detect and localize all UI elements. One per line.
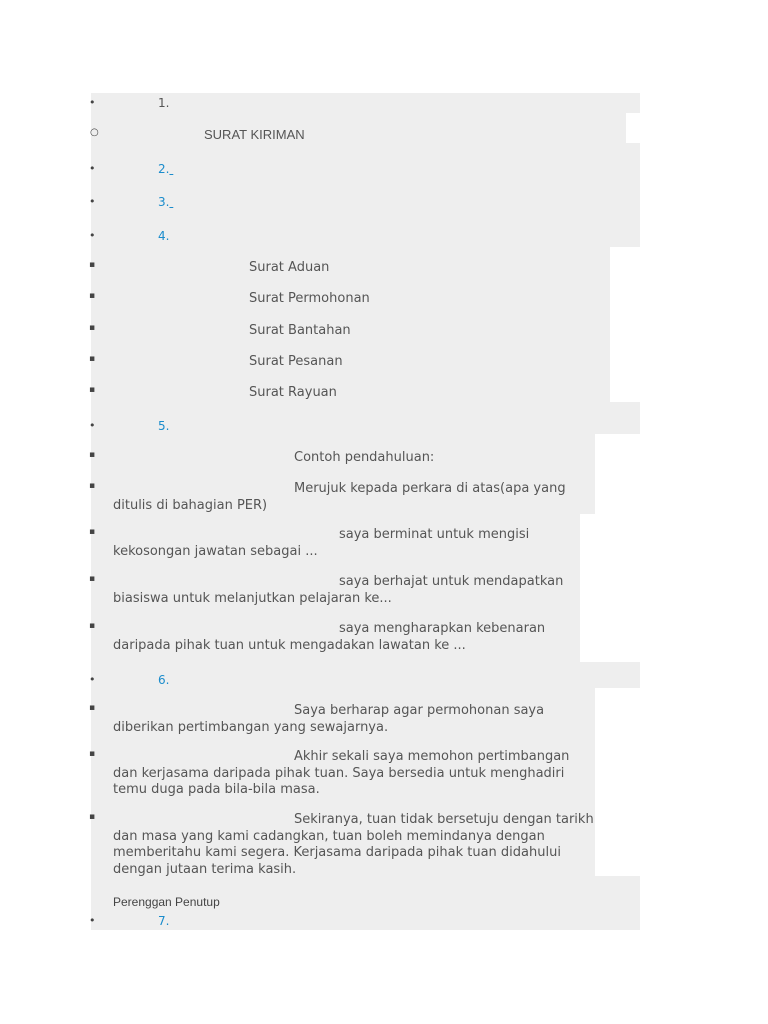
- bullet-square: ▪: [89, 291, 96, 301]
- item-link-3[interactable]: 3.: [158, 195, 170, 209]
- bg-band: [91, 402, 640, 434]
- item-number: 1.: [158, 96, 170, 110]
- bullet-square: ▪: [89, 812, 96, 822]
- paragraph: saya berhajat untuk mendapatkan biasiswa untuk melanjutkan pelajaran ke...: [113, 574, 564, 606]
- bg-band: [91, 113, 626, 143]
- paragraph: Sekiranya, tuan tidak bersetuju dengan tarikh dan masa yang kami cadangkan, tuan boleh memindanya dengan memberitahu kami segera. Kerjasama daripada pihak tuan didahului dengan jutaan terima kasih.: [113, 812, 594, 877]
- bullet-dot: •: [89, 96, 96, 109]
- bg-band: [91, 93, 640, 113]
- bullet-square: ▪: [89, 749, 96, 759]
- item-link-6[interactable]: 6.: [158, 673, 170, 687]
- bullet-dot: •: [89, 195, 96, 208]
- paragraph: saya mengharapkan kebenaran daripada pihak tuan untuk mengadakan lawatan ke ...: [113, 621, 546, 653]
- bullet-square: ▪: [89, 481, 96, 491]
- bullet-square: ▪: [89, 385, 96, 395]
- bullet-dot: •: [89, 162, 96, 175]
- paragraph: Akhir sekali saya memohon pertimbangan dan kerjasama daripada pihak tuan. Saya bersedia untuk menghadiri temu duga pada bila-bila masa.: [113, 749, 570, 797]
- item-link-2[interactable]: 2.: [158, 162, 170, 176]
- bullet-square: ▪: [89, 574, 96, 584]
- bullet-dot: •: [89, 419, 96, 432]
- letter-type: Surat Bantahan: [249, 323, 351, 338]
- letter-type: Surat Permohonan: [249, 291, 370, 306]
- bullet-dot: •: [89, 229, 96, 242]
- letter-type: Surat Rayuan: [249, 385, 337, 400]
- paragraph: saya berminat untuk mengisi kekosongan jawatan sebagai ...: [113, 527, 530, 559]
- intro-label: Contoh pendahuluan:: [294, 450, 435, 465]
- bullet-square: ▪: [89, 621, 96, 631]
- bullet-circle: ○: [90, 127, 99, 138]
- bullet-square: ▪: [89, 450, 96, 460]
- item-link-4[interactable]: 4.: [158, 229, 170, 243]
- section-heading: SURAT KIRIMAN: [204, 127, 305, 142]
- bg-band: [91, 662, 640, 688]
- bullet-square: ▪: [89, 260, 96, 270]
- paragraph: Merujuk kepada perkara di atas(apa yang ditulis di bahagian PER): [113, 481, 566, 513]
- letter-type: Surat Pesanan: [249, 354, 343, 369]
- closing-label: Perenggan Penutup: [113, 895, 220, 909]
- bullet-dot: •: [89, 914, 96, 927]
- bg-band: [91, 143, 640, 247]
- item-link-5[interactable]: 5.: [158, 419, 170, 433]
- bullet-square: ▪: [89, 354, 96, 364]
- bullet-square: ▪: [89, 703, 96, 713]
- paragraph: Saya berharap agar permohonan saya diberikan pertimbangan yang sewajarnya.: [113, 703, 545, 735]
- bullet-dot: •: [89, 673, 96, 686]
- letter-type: Surat Aduan: [249, 260, 330, 275]
- bullet-square: ▪: [89, 323, 96, 333]
- bullet-square: ▪: [89, 527, 96, 537]
- item-link-7[interactable]: 7.: [158, 914, 170, 928]
